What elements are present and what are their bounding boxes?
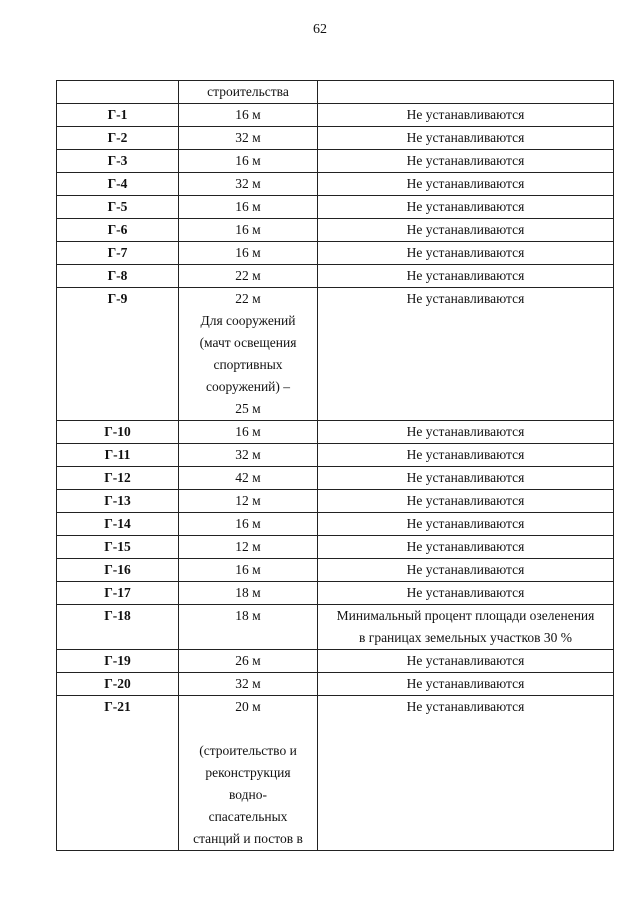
cell-text-line: 12 м bbox=[235, 539, 261, 554]
max-height-cell bbox=[179, 265, 318, 288]
limits-cell bbox=[318, 536, 614, 559]
max-height-cell bbox=[179, 242, 318, 265]
max-height-cell bbox=[179, 559, 318, 582]
cell-text-line: сооружений) – bbox=[205, 379, 291, 394]
limits-cell bbox=[318, 150, 614, 173]
zone-code-cell: Г-13 bbox=[57, 490, 179, 513]
cell-text-line: 22 м bbox=[235, 291, 261, 306]
cell-text-line: Не устанавливаются bbox=[406, 699, 525, 714]
max-height-cell bbox=[179, 127, 318, 150]
cell-text-line: Не устанавливаются bbox=[406, 562, 525, 577]
table-row bbox=[57, 81, 614, 104]
limits-cell bbox=[318, 696, 614, 851]
limits-cell bbox=[318, 490, 614, 513]
limits-cell bbox=[318, 582, 614, 605]
cell-text-line: спортивных bbox=[213, 357, 283, 372]
cell-text-line: 32 м bbox=[235, 176, 261, 191]
zone-code-cell: Г-1 bbox=[57, 104, 179, 127]
max-height-cell bbox=[179, 81, 318, 104]
limits-cell bbox=[318, 219, 614, 242]
cell-text-line: Не устанавливаются bbox=[406, 107, 525, 122]
zone-code-cell: Г-15 bbox=[57, 536, 179, 559]
max-height-cell bbox=[179, 444, 318, 467]
table-row bbox=[57, 196, 614, 219]
max-height-cell bbox=[179, 467, 318, 490]
cell-text-line: 32 м bbox=[235, 676, 261, 691]
table-row bbox=[57, 127, 614, 150]
zone-code-cell: Г-5 bbox=[57, 196, 179, 219]
limits-cell bbox=[318, 242, 614, 265]
cell-text-line: 16 м bbox=[235, 199, 261, 214]
cell-text-line: (строительство и bbox=[199, 743, 297, 758]
zone-code-cell: Г-21 bbox=[57, 696, 179, 851]
table-row bbox=[57, 513, 614, 536]
cell-text-line: Не устанавливаются bbox=[406, 424, 525, 439]
limits-cell bbox=[318, 444, 614, 467]
cell-text-line: Не устанавливаются bbox=[406, 676, 525, 691]
cell-text-line: 22 м bbox=[235, 268, 261, 283]
cell-text-line: водно- bbox=[229, 787, 267, 802]
zone-code-cell: Г-18 bbox=[57, 605, 179, 650]
zone-code-cell: Г-12 bbox=[57, 467, 179, 490]
limits-cell bbox=[318, 605, 614, 650]
max-height-cell bbox=[179, 173, 318, 196]
cell-text-line: 16 м bbox=[235, 245, 261, 260]
max-height-cell bbox=[179, 150, 318, 173]
zone-code-cell: Г-2 bbox=[57, 127, 179, 150]
zone-code-cell: Г-11 bbox=[57, 444, 179, 467]
max-height-cell bbox=[179, 673, 318, 696]
cell-text-line: (мачт освещения bbox=[199, 335, 297, 350]
page-number: 62 bbox=[313, 22, 327, 37]
cell-text-line: Не устанавливаются bbox=[406, 222, 525, 237]
limits-cell bbox=[318, 127, 614, 150]
table-row bbox=[57, 444, 614, 467]
table-row bbox=[57, 265, 614, 288]
zone-code-cell: Г-7 bbox=[57, 242, 179, 265]
table-row bbox=[57, 605, 614, 650]
cell-text-line: Минимальный процент площади озеленения bbox=[336, 608, 595, 623]
cell-text-line: Не устанавливаются bbox=[406, 291, 525, 306]
table-row bbox=[57, 288, 614, 421]
max-height-cell bbox=[179, 536, 318, 559]
zone-code-cell bbox=[57, 81, 179, 104]
cell-text-line: 16 м bbox=[235, 562, 261, 577]
zone-code-cell: Г-6 bbox=[57, 219, 179, 242]
cell-text-line: Не устанавливаются bbox=[406, 653, 525, 668]
max-height-cell bbox=[179, 650, 318, 673]
zone-code-cell: Г-20 bbox=[57, 673, 179, 696]
table-row bbox=[57, 490, 614, 513]
cell-text-line: строительства bbox=[207, 84, 289, 99]
cell-text-line: Не устанавливаются bbox=[406, 176, 525, 191]
max-height-cell bbox=[179, 421, 318, 444]
zone-code-cell: Г-9 bbox=[57, 288, 179, 421]
max-height-cell bbox=[179, 219, 318, 242]
max-height-cell bbox=[179, 288, 318, 421]
table-row bbox=[57, 696, 614, 851]
cell-text-line: Не устанавливаются bbox=[406, 516, 525, 531]
limits-cell bbox=[318, 559, 614, 582]
cell-text-line: Не устанавливаются bbox=[406, 539, 525, 554]
table-body bbox=[57, 81, 614, 851]
table-row bbox=[57, 219, 614, 242]
table-row bbox=[57, 673, 614, 696]
zone-code-cell: Г-8 bbox=[57, 265, 179, 288]
table-row bbox=[57, 421, 614, 444]
table-row bbox=[57, 650, 614, 673]
table-row bbox=[57, 104, 614, 127]
cell-text-line: 16 м bbox=[235, 516, 261, 531]
table-row bbox=[57, 536, 614, 559]
cell-text-line bbox=[183, 718, 313, 740]
limits-cell bbox=[318, 265, 614, 288]
cell-text-line: Для сооружений bbox=[200, 313, 296, 328]
cell-text-line: 16 м bbox=[235, 153, 261, 168]
limits-cell bbox=[318, 288, 614, 421]
cell-text-line: спасательных bbox=[208, 809, 288, 824]
cell-text-line: Не устанавливаются bbox=[406, 470, 525, 485]
cell-text-line: 42 м bbox=[235, 470, 261, 485]
limits-cell bbox=[318, 513, 614, 536]
cell-text-line: 26 м bbox=[235, 653, 261, 668]
cell-text-line: 12 м bbox=[235, 493, 261, 508]
cell-text-line: Не устанавливаются bbox=[406, 245, 525, 260]
cell-text-line: 18 м bbox=[235, 608, 261, 623]
cell-text-line: Не устанавливаются bbox=[406, 199, 525, 214]
table-row bbox=[57, 582, 614, 605]
max-height-cell bbox=[179, 696, 318, 851]
table-row bbox=[57, 242, 614, 265]
limits-cell bbox=[318, 467, 614, 490]
cell-text-line: 16 м bbox=[235, 107, 261, 122]
cell-text-line: Не устанавливаются bbox=[406, 153, 525, 168]
cell-text-line: Не устанавливаются bbox=[406, 447, 525, 462]
zoning-table bbox=[56, 80, 614, 851]
cell-text-line: Не устанавливаются bbox=[406, 268, 525, 283]
table-row bbox=[57, 173, 614, 196]
zone-code-cell: Г-4 bbox=[57, 173, 179, 196]
cell-text-line: 16 м bbox=[235, 424, 261, 439]
max-height-cell bbox=[179, 490, 318, 513]
max-height-cell bbox=[179, 104, 318, 127]
cell-text-line: 18 м bbox=[235, 585, 261, 600]
zone-code-cell: Г-19 bbox=[57, 650, 179, 673]
max-height-cell bbox=[179, 582, 318, 605]
zone-code-cell: Г-3 bbox=[57, 150, 179, 173]
limits-cell bbox=[318, 673, 614, 696]
max-height-cell bbox=[179, 513, 318, 536]
limits-cell bbox=[318, 104, 614, 127]
cell-text-line: Не устанавливаются bbox=[406, 585, 525, 600]
table-row bbox=[57, 467, 614, 490]
zone-code-cell: Г-14 bbox=[57, 513, 179, 536]
max-height-cell bbox=[179, 196, 318, 219]
cell-text-line: в границах земельных участков 30 % bbox=[359, 630, 572, 645]
table-row bbox=[57, 559, 614, 582]
zone-code-cell: Г-17 bbox=[57, 582, 179, 605]
cell-text-line bbox=[322, 81, 609, 103]
cell-text-line: Не устанавливаются bbox=[406, 130, 525, 145]
cell-text-line: Не устанавливаются bbox=[406, 493, 525, 508]
max-height-cell bbox=[179, 605, 318, 650]
cell-text-line: 25 м bbox=[235, 401, 261, 416]
cell-text-line: 20 м bbox=[235, 699, 261, 714]
cell-text-line: 16 м bbox=[235, 222, 261, 237]
cell-text-line: станций и постов в bbox=[193, 831, 303, 846]
cell-text-line: 32 м bbox=[235, 447, 261, 462]
cell-text-line: 32 м bbox=[235, 130, 261, 145]
zone-code-cell: Г-16 bbox=[57, 559, 179, 582]
limits-cell bbox=[318, 421, 614, 444]
limits-cell bbox=[318, 81, 614, 104]
limits-cell bbox=[318, 196, 614, 219]
limits-cell bbox=[318, 173, 614, 196]
zone-code-cell: Г-10 bbox=[57, 421, 179, 444]
limits-cell bbox=[318, 650, 614, 673]
table-row bbox=[57, 150, 614, 173]
cell-text-line: реконструкция bbox=[205, 765, 291, 780]
